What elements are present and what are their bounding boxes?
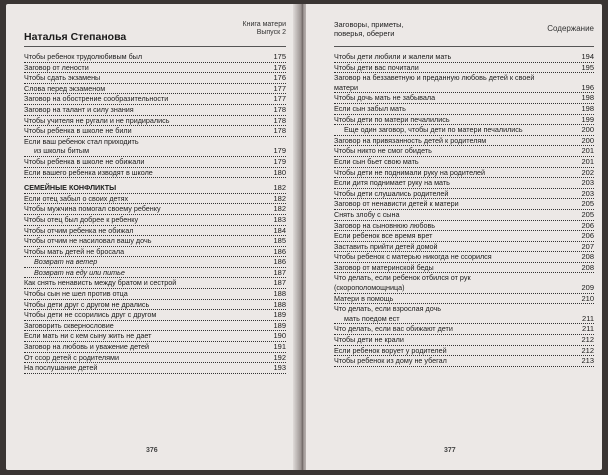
toc-entry: Чтобы мужчина помогал своему ребенку 182 xyxy=(24,204,286,214)
toc-entry: Чтобы никто не смог обидеть 201 xyxy=(334,146,594,156)
toc-entry: Если сын бьет свою мать 201 xyxy=(334,156,594,166)
page-number: 376 xyxy=(146,447,158,454)
toc-entry: мать поедом ест 211 xyxy=(334,314,594,325)
toc-entry: Еще один заговор, чтобы дети по матери печалились 200 xyxy=(334,125,594,136)
toc-entry: Чтобы ребенка в школе не били 178 xyxy=(24,126,286,136)
toc-entry: Заговор на любовь и уважение детей 191 xyxy=(24,342,286,352)
toc-entry: Заговор на обострение сообразительности 177 xyxy=(24,94,286,104)
contents-label: Содержание xyxy=(547,24,594,33)
toc-entry: Заговорить сквернословие 189 xyxy=(24,320,286,330)
toc-entry: Заговор от лености 176 xyxy=(24,62,286,72)
toc-entry: из школы битым 179 xyxy=(24,146,286,157)
toc-entry: Что делать, если ребенок отбился от рук xyxy=(334,273,471,283)
toc-entry: Как снять ненависть между братом и сестрой 187 xyxy=(24,278,286,288)
toc-subentry: Возврат на ветер 186 xyxy=(24,257,286,268)
right-running-header xyxy=(334,20,594,47)
toc-entry: Заговор от ненависти детей к матери 205 xyxy=(334,199,594,209)
toc-entry: Чтобы дети не поднимали руку на родителей 202 xyxy=(334,167,594,177)
toc-entry: Чтобы дети не ссорились друг с другом 189 xyxy=(24,310,286,320)
toc-entry: От ссор детей с родителями 192 xyxy=(24,352,286,362)
toc-entry: матери 196 xyxy=(334,82,594,92)
toc-entry: Чтобы мать детей не бросала 186 xyxy=(24,246,286,256)
chapter-title xyxy=(334,21,404,38)
right-page xyxy=(306,4,602,470)
toc-entry: Чтобы дети вас почитали 195 xyxy=(334,62,594,72)
toc-entry: Чтобы отец был добрее к ребенку 183 xyxy=(24,214,286,224)
left-running-header xyxy=(24,20,286,47)
toc-entry: Чтобы отчим ребенка не обижал 184 xyxy=(24,225,286,235)
toc-entry: Заговор на привязанность детей к родителям 200 xyxy=(334,135,594,145)
toc-entry: Если дитя поднимает руку на мать 203 xyxy=(334,178,594,188)
chapter-line-1: Заговоры, приметы, xyxy=(334,20,404,29)
right-toc-list xyxy=(334,52,594,367)
toc-entry: Чтобы сдать экзамены 176 xyxy=(24,73,286,83)
toc-entry: Чтобы дети друг с другом не дрались 188 xyxy=(24,299,286,309)
toc-entry: Если мать ни с кем сыну жить не дает 190 xyxy=(24,331,286,341)
series-line-2: Выпуск 2 xyxy=(256,29,286,36)
left-toc-list xyxy=(24,52,286,374)
toc-entry: Чтобы ребенок трудолюбивым был 175 xyxy=(24,52,286,61)
toc-entry: Если ребенок ворует у родителей 212 xyxy=(334,345,594,355)
toc-entry: Если отец забыл о своих детях 182 xyxy=(24,193,286,203)
toc-section-heading: СЕМЕЙНЫЕ КОНФЛИКТЫ 182 xyxy=(24,183,286,193)
toc-entry: Чтобы учителя не ругали и не придирались 178 xyxy=(24,115,286,125)
toc-entry: Чтобы ребенка в школе не обижали 179 xyxy=(24,156,286,166)
toc-entry: Если вашего ребенка изводят в школе 180 xyxy=(24,167,286,177)
toc-entry: Снять злобу с сына 205 xyxy=(334,209,594,219)
toc-entry: Заговор на беззаветную и преданную любовь детей к своей xyxy=(334,73,535,83)
toc-entry: Чтобы дети не крали 212 xyxy=(334,335,594,345)
toc-entry: Чтобы дети любили и жалели мать 194 xyxy=(334,52,594,61)
toc-entry: Матери в помощь 210 xyxy=(334,293,594,303)
toc-entry: Заговор на талант и силу знания 178 xyxy=(24,104,286,114)
chapter-line-2: поверья, обереги xyxy=(334,28,395,38)
toc-entry: Если ребенок все время врет 206 xyxy=(334,231,594,241)
toc-subentry: Возврат на еду или питье 187 xyxy=(24,268,286,279)
toc-entry: Если сын забыл мать 198 xyxy=(334,103,594,113)
toc-entry: Чтобы дочь мать не забывала 198 xyxy=(334,93,594,103)
toc-entry: На послушание детей 193 xyxy=(24,363,286,373)
toc-entry: Заговор на сыновнюю любовь 206 xyxy=(334,220,594,230)
toc-entry: Слова перед экзаменом 177 xyxy=(24,83,286,93)
toc-entry: Если ваш ребенок стал приходить xyxy=(24,136,139,146)
toc-entry: Чтобы отчим не насиловал вашу дочь 185 xyxy=(24,236,286,246)
toc-entry: Чтобы ребенок из дому не убегал 213 xyxy=(334,356,594,366)
toc-entry: (скорополомощница) 209 xyxy=(334,283,594,293)
toc-entry: Что делать, если взрослая дочь xyxy=(334,304,442,314)
toc-entry: Чтобы ребенок с матерью никогда не ссорился 208 xyxy=(334,252,594,262)
toc-entry: Заставить прийти детей домой 207 xyxy=(334,241,594,251)
toc-entry: Что делать, если вас обижают дети 211 xyxy=(334,324,594,334)
toc-entry: Заговор от материнской беды 208 xyxy=(334,262,594,272)
series-line-1: Книга матери xyxy=(242,21,286,28)
toc-entry: Чтобы дети по матери печалились 199 xyxy=(334,114,594,124)
series-title xyxy=(243,21,286,37)
author-name: Наталья Степанова xyxy=(24,31,127,43)
left-page xyxy=(6,4,298,470)
page-number: 377 xyxy=(444,447,456,454)
toc-entry: Чтобы сын не шел против отца 188 xyxy=(24,289,286,299)
toc-entry: Чтобы дети слушались родителей 203 xyxy=(334,188,594,198)
